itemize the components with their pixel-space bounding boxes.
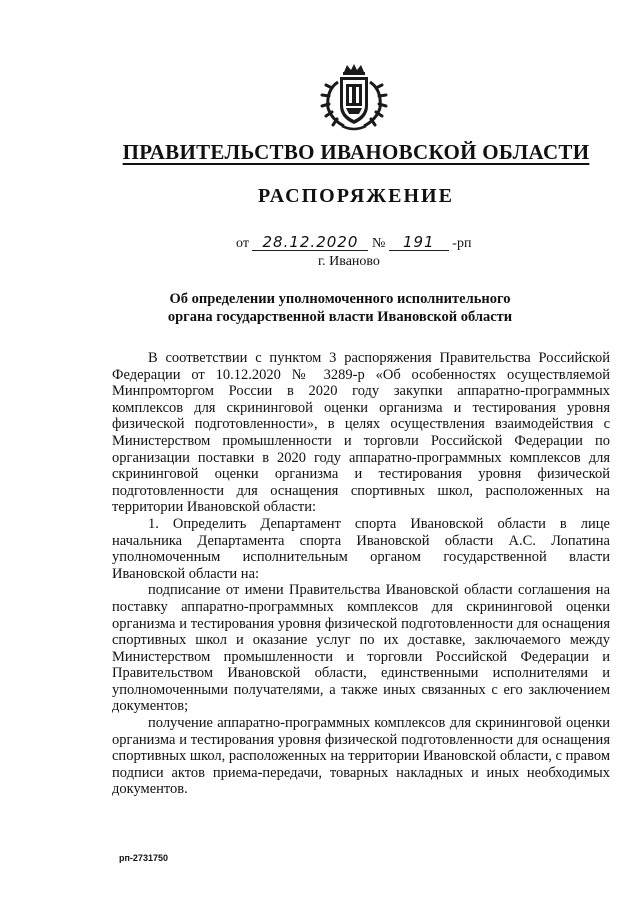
number-sign: № [371, 236, 386, 251]
paragraph-preamble: В соответствии с пунктом 3 распоряжения Правительства Российской Федерации от 10.12.2020 № 3289-р «Об особенностях осуществляемой Минпромторгом России в 2020 году закупки аппаратно-программных комплексов для скрининговой оценки организма и тестирования уровня физической подготовленности», в целях осуществления взаимодействия с Министерством промышленности и торговли Российской Федерации по организации поставки в 2020 году аппаратно-программных комплексов для скрининговой оценки организма и тестирования уровня физической подготовленности для оснащения спортивных школ, расположенных на территории Ивановской области: [112, 350, 610, 516]
date-prefix: от [236, 236, 249, 251]
handwritten-date: 28.12.2020 [252, 234, 368, 251]
paragraph-subitem-signing: подписание от имени Правительства Ивановской области соглашения на поставку аппаратно-программных комплексов для скрининговой оценки организма и тестирования уровня физической подготовленности для оснащения спортивных школ и оказание услуг по их доставке, заключаемого между Министерством промышленности и торговли Российской Федерации и Правительством Ивановской области, единственными исполнителями и уполномоченными получателями, а также иных связанных с его заключением документов; [112, 582, 610, 715]
document-body [112, 350, 610, 798]
paragraph-item-1: 1. Определить Департамент спорта Ивановской области в лице начальника Департамента спорта Ивановской области А.С. Лопатина уполномоченным исполнительным органом государственной власти Ивановской области на: [112, 515, 610, 582]
document-type: РАСПОРЯЖЕНИЕ [258, 185, 454, 207]
government-title: ПРАВИТЕЛЬСТВО ИВАНОВСКОЙ ОБЛАСТИ [122, 140, 590, 164]
document-subject: Об определении уполномоченного исполнительного органа государственной власти Ивановской области [167, 291, 513, 325]
date-number-line [236, 234, 471, 254]
city: г. Иваново [318, 254, 380, 269]
number-suffix: -рп [452, 236, 472, 251]
coat-of-arms-icon [314, 62, 394, 132]
paragraph-subitem-receiving: получение аппаратно-программных комплексов для скрининговой оценки организма и тестирования уровня физической подготовленности для оснащения спортивных школ, расположенных на территории Ивановской области, с правом подписи актов приема-передачи, товарных накладных и иных необходимых документов. [112, 715, 610, 798]
document-code: рп-2731750 [119, 853, 168, 863]
handwritten-number: 191 [389, 234, 449, 251]
